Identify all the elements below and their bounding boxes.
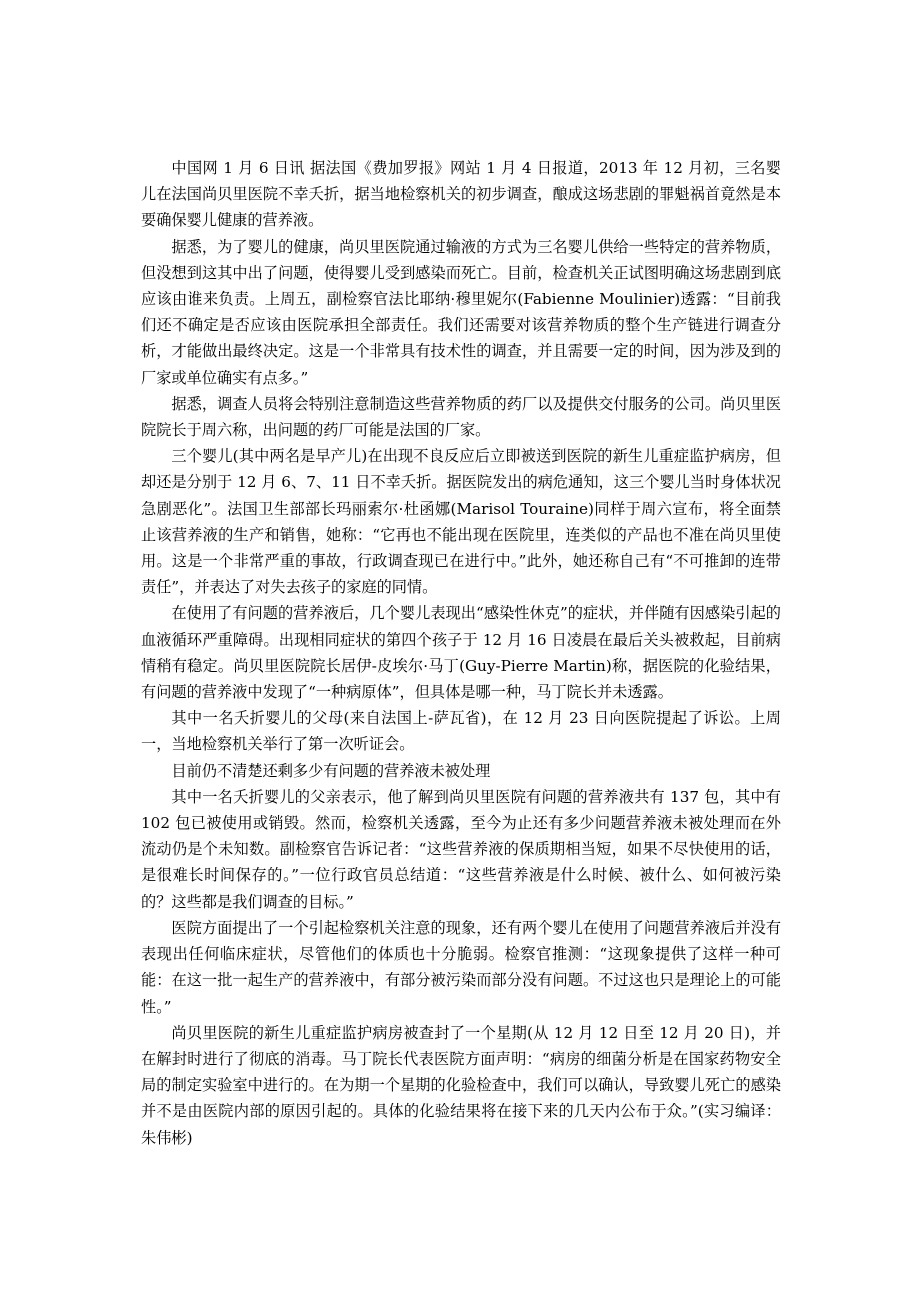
paragraph-1: 中国网 1 月 6 日讯 据法国《费加罗报》网站 1 月 4 日报道，2013 年 12 月初，三名婴儿在法国尚贝里医院不幸夭折，据当地检察机关的初步调查，酿成这场悲剧的罪魁祸首竟然是本要确保婴儿健康的营养液。	[141, 159, 781, 230]
paragraph-4: 三个婴儿(其中两名是早产儿)在出现不良反应后立即被送到医院的新生儿重症监护病房，但却还是分别于 12 月 6、7、11 日不幸夭折。据医院发出的病危通知，这三个婴儿当时身体状况急剧恶化”。法国卫生部部长玛丽索尔·杜函娜(Marisol Touraine)同样于周六宣布，将全面禁止该营养液的生产和销售，她称：“它再也不能出现在医院里，连类似的产品也不准在尚贝里使用。这是一个非常严重的事故，行政调查现已在进行中。”此外，她还称自己有“不可推卸的连带责任”，并表达了对失去孩子的家庭的同情。	[141, 447, 781, 597]
paragraph-10: 尚贝里医院的新生儿重症监护病房被查封了一个星期(从 12 月 12 日至 12 月 20 日)，并在解封时进行了彻底的消毒。马丁院长代表医院方面声明：“病房的细菌分析是在国家药物安全局的制定实验室中进行的。在为期一个星期的化验检查中，我们可以确认，导致婴儿死亡的感染并不是由医院内部的原因引起的。具体的化验结果将在接下来的几天内公布于众。”(实习编译：朱伟彬)	[141, 1023, 781, 1147]
paragraph-3: 据悉，调查人员将会特别注意制造这些营养物质的药厂以及提供交付服务的公司。尚贝里医院院长于周六称，出问题的药厂可能是法国的厂家。	[141, 394, 781, 440]
article-body	[141, 155, 781, 1151]
paragraph-9: 医院方面提出了一个引起检察机关注意的现象，还有两个婴儿在使用了问题营养液后并没有表现出任何临床症状，尽管他们的体质也十分脆弱。检察官推测：“这现象提供了这样一种可能：在这一批一起生产的营养液中，有部分被污染而部分没有问题。不过这也只是理论上的可能性。”	[141, 918, 781, 1016]
section-subheading: 目前仍不清楚还剩多少有问题的营养液未被处理	[171, 761, 491, 780]
paragraph-2: 据悉，为了婴儿的健康，尚贝里医院通过输液的方式为三名婴儿供给一些特定的营养物质，但没想到这其中出了问题，使得婴儿受到感染而死亡。目前，检查机关正试图明确这场悲剧到底应该由谁来负责。上周五，副检察官法比耶纳·穆里妮尔(Fabienne Moulinier)透露：“目前我们还不确定是否应该由医院承担全部责任。我们还需要对该营养物质的整个生产链进行调查分析，才能做出最终决定。这是一个非常具有技术性的调查，并且需要一定的时间，因为涉及到的厂家或单位确实有点多。”	[141, 237, 781, 387]
paragraph-6: 其中一名夭折婴儿的父母(来自法国上-萨瓦省)，在 12 月 23 日向医院提起了诉讼。上周一，当地检察机关举行了第一次听证会。	[141, 709, 781, 754]
paragraph-8: 其中一名夭折婴儿的父亲表示，他了解到尚贝里医院有问题的营养液共有 137 包，其中有 102 包已被使用或销毁。然而，检察机关透露，至今为止还有多少问题营养液未被处理而在外流动仍是个未知数。副检察官告诉记者：“这些营养液的保质期相当短，如果不尽快使用的话，是很难长时间保存的。”一位行政官员总结道：“这些营养液是什么时候、被什么、如何被污染的？这些都是我们调查的目标。”	[141, 787, 781, 911]
paragraph-5: 在使用了有问题的营养液后，几个婴儿表现出“感染性休克”的症状，并伴随有因感染引起的血液循环严重障碍。出现相同症状的第四个孩子于 12 月 16 日凌晨在最后关头被救起，目前病情稍有稳定。尚贝里医院院长居伊-皮埃尔·马丁(Guy-Pierre Martin)称，据医院的化验结果，有问题的营养液中发现了“一种病原体”，但具体是哪一种，马丁院长并未透露。	[141, 604, 781, 702]
